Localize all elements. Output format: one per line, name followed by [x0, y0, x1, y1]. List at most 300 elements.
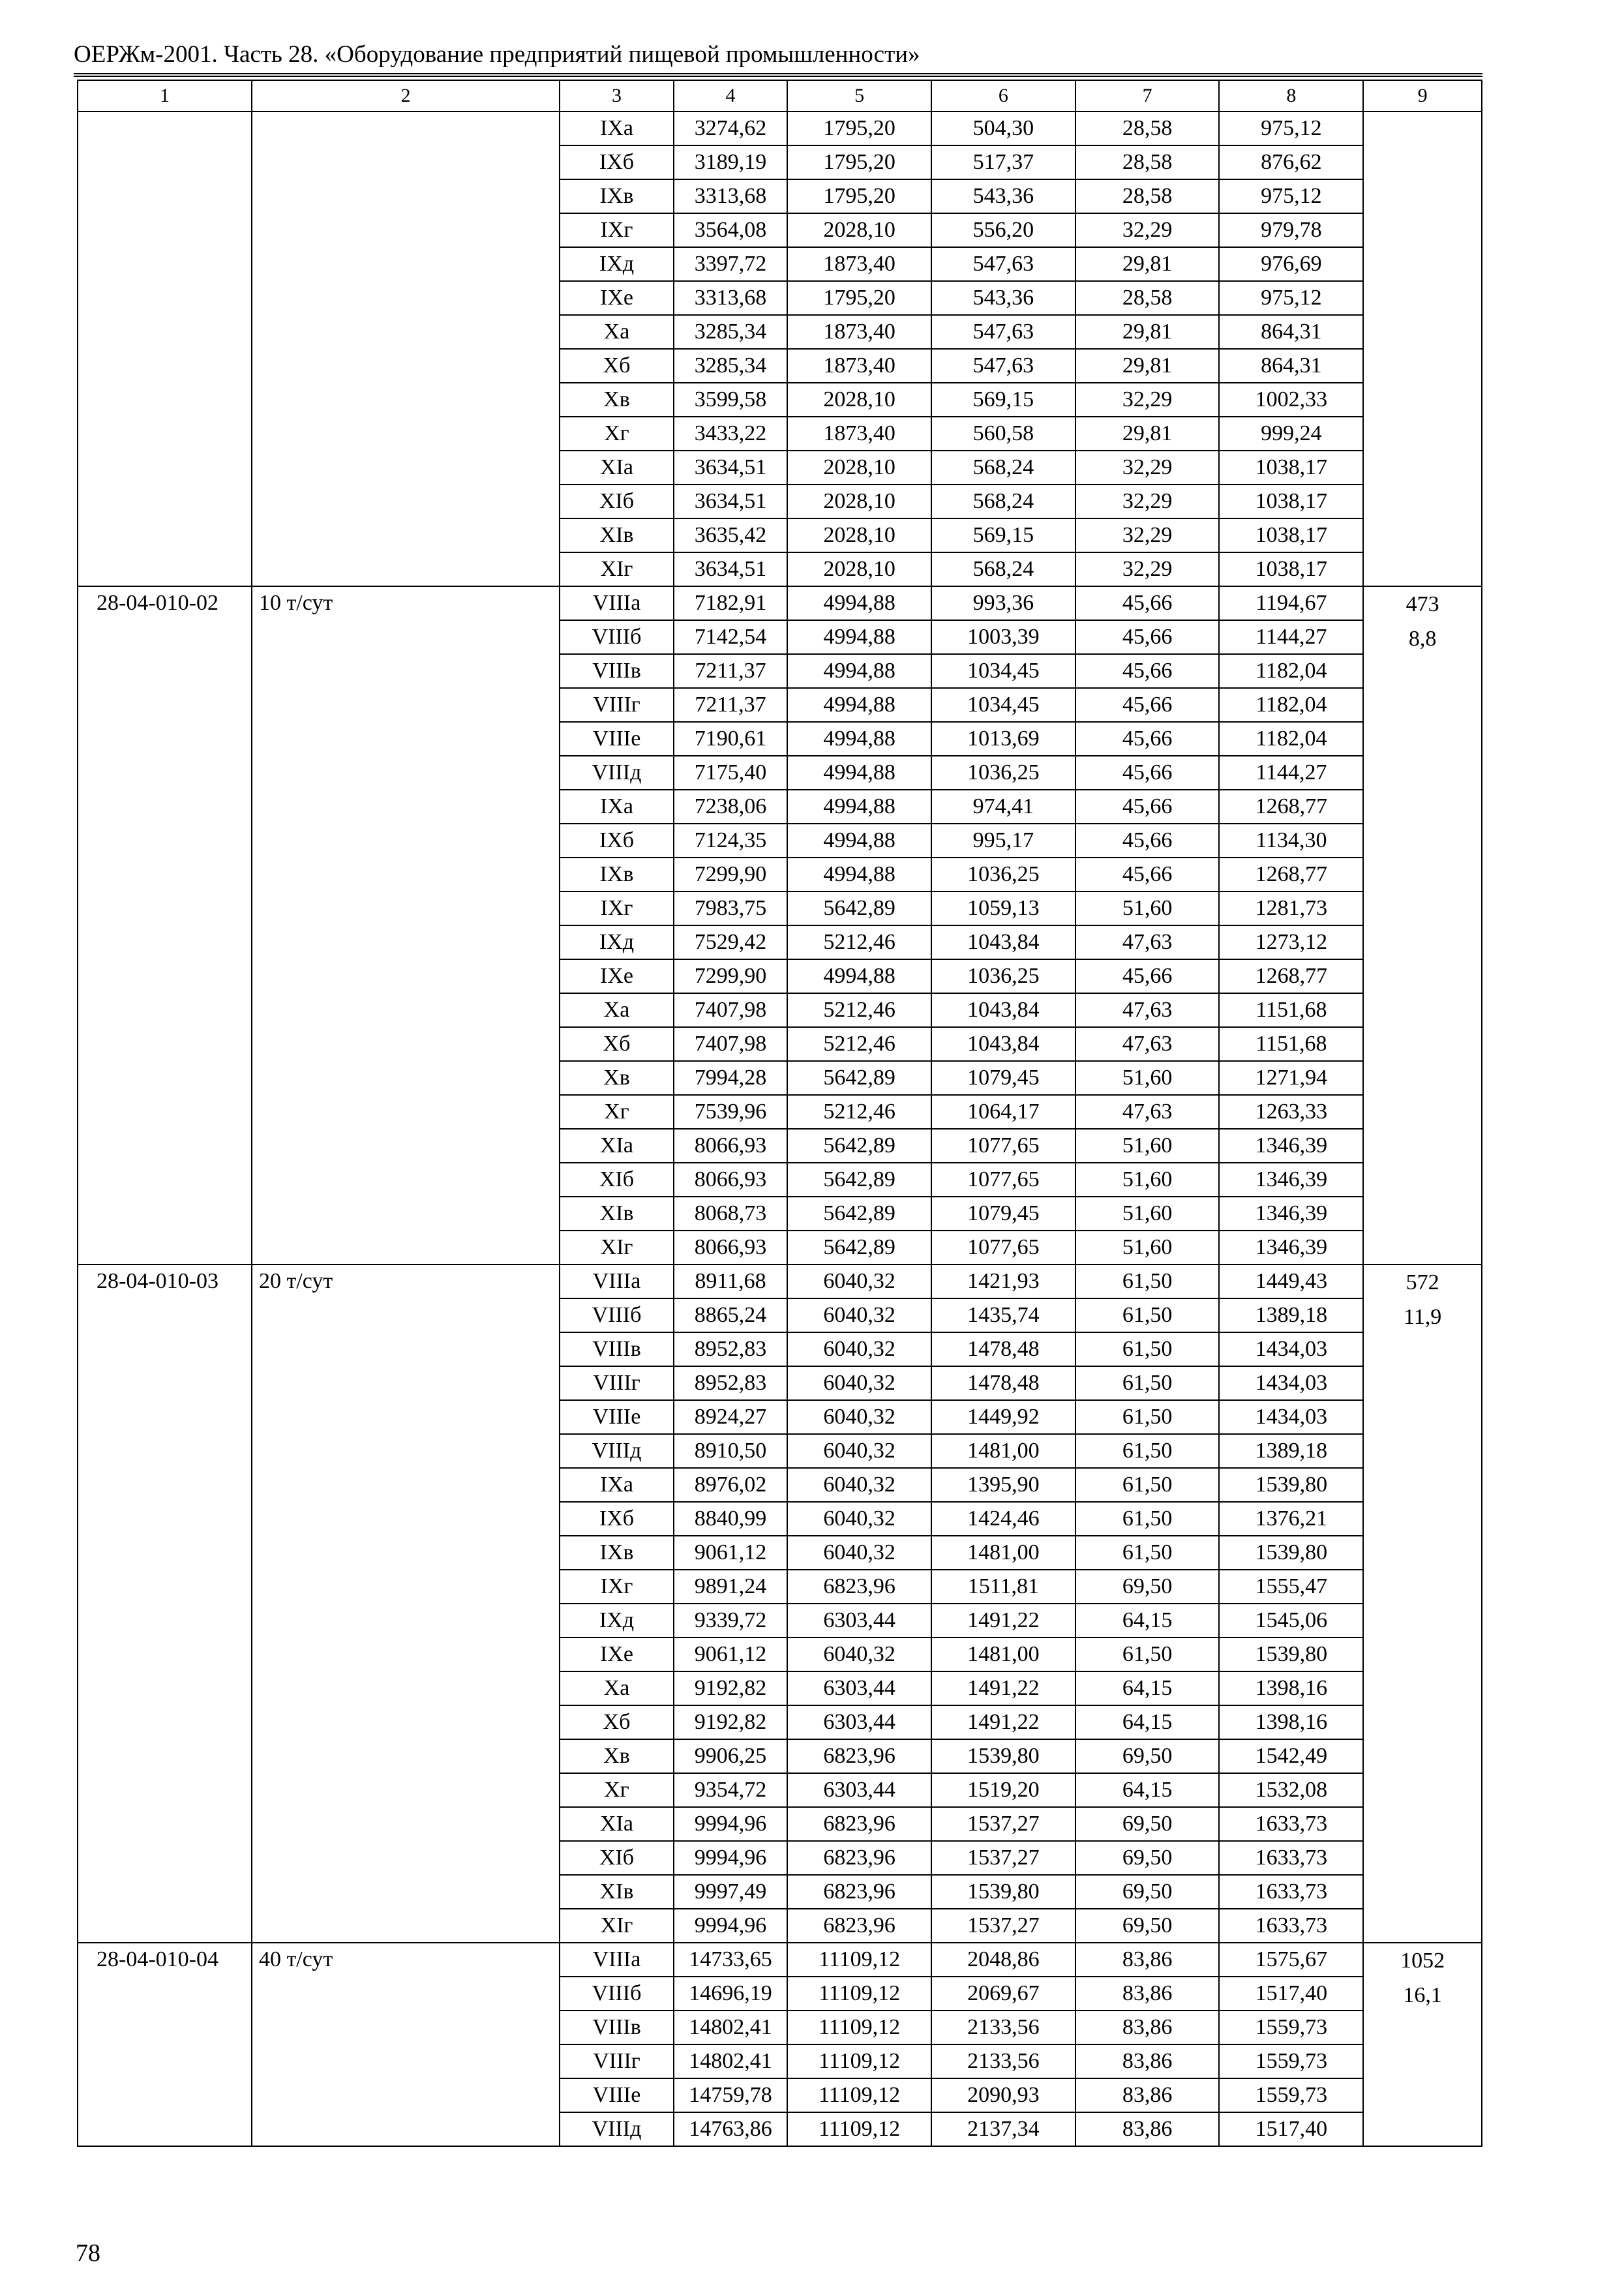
zone-cell: VIIIа — [560, 1943, 674, 1977]
total-cost-cell: 3635,42 — [674, 518, 788, 552]
materials-cell: 876,62 — [1219, 145, 1363, 179]
total-cost-cell: 3634,51 — [674, 451, 788, 485]
zone-cell: IXе — [560, 281, 674, 315]
machinist-wage-cell: 61,50 — [1075, 1400, 1220, 1434]
wage-cell: 5212,46 — [787, 1027, 931, 1061]
materials-cell: 979,78 — [1219, 213, 1363, 247]
wage-cell: 6303,44 — [787, 1705, 931, 1739]
total-cost-cell: 3634,51 — [674, 485, 788, 518]
materials-cell: 1449,43 — [1219, 1264, 1363, 1298]
zone-cell: XIв — [560, 518, 674, 552]
machine-cost-cell: 1064,17 — [931, 1095, 1075, 1129]
machine-cost-cell: 568,24 — [931, 451, 1075, 485]
total-cost-cell: 8865,24 — [674, 1298, 788, 1332]
zone-cell: Xа — [560, 993, 674, 1027]
machine-cost-cell: 1424,46 — [931, 1502, 1075, 1536]
materials-cell: 1434,03 — [1219, 1366, 1363, 1400]
total-cost-cell: 8976,02 — [674, 1468, 788, 1502]
zone-cell: IXв — [560, 1536, 674, 1570]
column-number: 9 — [1363, 80, 1482, 112]
wage-cell: 6823,96 — [787, 1807, 931, 1841]
materials-cell: 1346,39 — [1219, 1231, 1363, 1264]
machinist-wage-cell: 61,50 — [1075, 1332, 1220, 1366]
zone-cell: Xв — [560, 383, 674, 417]
machinist-hours-value: 16,1 — [1403, 1983, 1442, 2007]
machine-cost-cell: 1077,65 — [931, 1163, 1075, 1197]
materials-cell: 975,12 — [1219, 112, 1363, 145]
total-cost-cell: 7539,96 — [674, 1095, 788, 1129]
column-number: 5 — [787, 80, 931, 112]
wage-cell: 2028,10 — [787, 485, 931, 518]
materials-cell: 975,12 — [1219, 179, 1363, 213]
machine-cost-cell: 1511,81 — [931, 1570, 1075, 1604]
materials-cell: 1281,73 — [1219, 891, 1363, 925]
wage-cell: 2028,10 — [787, 383, 931, 417]
wage-cell: 6823,96 — [787, 1841, 931, 1875]
machinist-wage-cell: 45,66 — [1075, 620, 1220, 654]
machine-cost-cell: 974,41 — [931, 790, 1075, 824]
materials-cell: 1539,80 — [1219, 1468, 1363, 1502]
total-cost-cell: 7407,98 — [674, 993, 788, 1027]
total-cost-cell: 9061,12 — [674, 1638, 788, 1671]
materials-cell: 1398,16 — [1219, 1671, 1363, 1705]
total-cost-cell: 8910,50 — [674, 1434, 788, 1468]
total-cost-cell: 7211,37 — [674, 688, 788, 722]
machinist-wage-cell: 45,66 — [1075, 756, 1220, 790]
machinist-wage-cell: 45,66 — [1075, 959, 1220, 993]
machine-cost-cell: 1537,27 — [931, 1909, 1075, 1943]
machine-cost-cell: 569,15 — [931, 383, 1075, 417]
machine-cost-cell: 1491,22 — [931, 1671, 1075, 1705]
machine-cost-cell: 1481,00 — [931, 1434, 1075, 1468]
machine-cost-cell: 2048,86 — [931, 1943, 1075, 1977]
total-cost-cell: 7175,40 — [674, 756, 788, 790]
zone-cell: XIа — [560, 1807, 674, 1841]
zone-cell: IXв — [560, 179, 674, 213]
machinist-wage-cell: 61,50 — [1075, 1638, 1220, 1671]
total-cost-cell: 7124,35 — [674, 824, 788, 858]
total-cost-cell: 3634,51 — [674, 552, 788, 586]
materials-cell: 1434,03 — [1219, 1400, 1363, 1434]
machine-cost-cell: 1421,93 — [931, 1264, 1075, 1298]
machine-cost-cell: 568,24 — [931, 552, 1075, 586]
wage-cell: 6040,32 — [787, 1468, 931, 1502]
column-number: 3 — [560, 80, 674, 112]
total-cost-cell: 7299,90 — [674, 959, 788, 993]
machinist-wage-cell: 51,60 — [1075, 1061, 1220, 1095]
machine-cost-cell: 1491,22 — [931, 1705, 1075, 1739]
materials-cell: 1398,16 — [1219, 1705, 1363, 1739]
materials-cell: 1151,68 — [1219, 993, 1363, 1027]
machine-cost-cell: 1539,80 — [931, 1875, 1075, 1909]
wage-cell: 4994,88 — [787, 620, 931, 654]
machinist-wage-cell: 45,66 — [1075, 722, 1220, 756]
materials-cell: 1151,68 — [1219, 1027, 1363, 1061]
materials-cell: 1532,08 — [1219, 1773, 1363, 1807]
machine-cost-cell: 1478,48 — [931, 1366, 1075, 1400]
total-cost-cell: 3285,34 — [674, 349, 788, 383]
zone-cell: IXа — [560, 790, 674, 824]
table-row — [78, 1943, 1482, 1977]
machinist-wage-cell: 28,58 — [1075, 281, 1220, 315]
materials-cell: 1575,67 — [1219, 1943, 1363, 1977]
machine-cost-cell: 1481,00 — [931, 1536, 1075, 1570]
machine-cost-cell: 1449,92 — [931, 1400, 1075, 1434]
machinist-wage-cell: 69,50 — [1075, 1807, 1220, 1841]
machinist-wage-cell: 45,66 — [1075, 586, 1220, 620]
total-cost-cell: 3285,34 — [674, 315, 788, 349]
total-cost-cell: 8066,93 — [674, 1129, 788, 1163]
machinist-wage-cell: 32,29 — [1075, 383, 1220, 417]
machinist-wage-cell: 29,81 — [1075, 349, 1220, 383]
machinist-wage-cell: 45,66 — [1075, 858, 1220, 891]
materials-cell: 1559,73 — [1219, 2078, 1363, 2112]
total-cost-cell: 8924,27 — [674, 1400, 788, 1434]
machine-cost-cell: 543,36 — [931, 281, 1075, 315]
machinist-wage-cell: 61,50 — [1075, 1468, 1220, 1502]
materials-cell: 1038,17 — [1219, 451, 1363, 485]
materials-cell: 1144,27 — [1219, 756, 1363, 790]
labor-cost-cell — [1363, 1943, 1482, 2146]
materials-cell: 1517,40 — [1219, 2112, 1363, 2146]
materials-cell: 1389,18 — [1219, 1298, 1363, 1332]
machine-cost-cell: 1036,25 — [931, 756, 1075, 790]
zone-cell: VIIIа — [560, 586, 674, 620]
wage-cell: 1873,40 — [787, 349, 931, 383]
item-name — [252, 112, 560, 586]
machinist-wage-cell: 83,86 — [1075, 1943, 1220, 1977]
zone-cell: VIIIв — [560, 654, 674, 688]
wage-cell: 4994,88 — [787, 688, 931, 722]
column-number: 1 — [78, 80, 252, 112]
total-cost-cell: 7142,54 — [674, 620, 788, 654]
wage-cell: 11109,12 — [787, 2011, 931, 2044]
total-cost-cell: 9994,96 — [674, 1807, 788, 1841]
wage-cell: 6823,96 — [787, 1570, 931, 1604]
machine-cost-cell: 1395,90 — [931, 1468, 1075, 1502]
materials-cell: 1559,73 — [1219, 2011, 1363, 2044]
zone-cell: VIIIг — [560, 1366, 674, 1400]
wage-cell: 11109,12 — [787, 1977, 931, 2011]
wage-cell: 11109,12 — [787, 2044, 931, 2078]
machinist-wage-cell: 32,29 — [1075, 213, 1220, 247]
materials-cell: 1633,73 — [1219, 1909, 1363, 1943]
wage-cell: 1795,20 — [787, 179, 931, 213]
labor-hours-value: 1052 — [1400, 1949, 1445, 1973]
zone-cell: IXб — [560, 1502, 674, 1536]
materials-cell: 1182,04 — [1219, 654, 1363, 688]
wage-cell: 6040,32 — [787, 1298, 931, 1332]
machinist-wage-cell: 47,63 — [1075, 1027, 1220, 1061]
zone-cell: Xг — [560, 417, 674, 451]
wage-cell: 6040,32 — [787, 1264, 931, 1298]
total-cost-cell: 7190,61 — [674, 722, 788, 756]
wage-cell: 4994,88 — [787, 654, 931, 688]
wage-cell: 6303,44 — [787, 1773, 931, 1807]
machine-cost-cell: 1036,25 — [931, 959, 1075, 993]
total-cost-cell: 14696,19 — [674, 1977, 788, 2011]
wage-cell: 5212,46 — [787, 925, 931, 959]
materials-cell: 1194,67 — [1219, 586, 1363, 620]
labor-hours-value: 473 — [1406, 592, 1439, 616]
total-cost-cell: 9192,82 — [674, 1671, 788, 1705]
machinist-wage-cell: 61,50 — [1075, 1536, 1220, 1570]
machine-cost-cell: 2133,56 — [931, 2044, 1075, 2078]
machine-cost-cell: 556,20 — [931, 213, 1075, 247]
materials-cell: 1539,80 — [1219, 1638, 1363, 1671]
machine-cost-cell: 547,63 — [931, 247, 1075, 281]
wage-cell: 1873,40 — [787, 315, 931, 349]
machinist-wage-cell: 45,66 — [1075, 688, 1220, 722]
zone-cell: IXг — [560, 213, 674, 247]
total-cost-cell: 8066,93 — [674, 1231, 788, 1264]
materials-cell: 1559,73 — [1219, 2044, 1363, 2078]
wage-cell: 6040,32 — [787, 1434, 931, 1468]
machine-cost-cell: 1519,20 — [931, 1773, 1075, 1807]
wage-cell: 1795,20 — [787, 281, 931, 315]
total-cost-cell: 3433,22 — [674, 417, 788, 451]
machinist-wage-cell: 64,15 — [1075, 1773, 1220, 1807]
total-cost-cell: 7299,90 — [674, 858, 788, 891]
item-code — [78, 112, 252, 586]
wage-cell: 4994,88 — [787, 858, 931, 891]
machinist-wage-cell: 29,81 — [1075, 315, 1220, 349]
zone-cell: VIIIд — [560, 1434, 674, 1468]
total-cost-cell: 9994,96 — [674, 1841, 788, 1875]
materials-cell: 864,31 — [1219, 315, 1363, 349]
total-cost-cell: 3397,72 — [674, 247, 788, 281]
zone-cell: XIа — [560, 451, 674, 485]
materials-cell: 1633,73 — [1219, 1875, 1363, 1909]
materials-cell: 1555,47 — [1219, 1570, 1363, 1604]
machinist-wage-cell: 32,29 — [1075, 518, 1220, 552]
page-number: 78 — [76, 2239, 100, 2267]
machinist-wage-cell: 29,81 — [1075, 247, 1220, 281]
total-cost-cell: 8840,99 — [674, 1502, 788, 1536]
machine-cost-cell: 1077,65 — [931, 1129, 1075, 1163]
machine-cost-cell: 504,30 — [931, 112, 1075, 145]
zone-cell: VIIIв — [560, 2011, 674, 2044]
wage-cell: 6040,32 — [787, 1638, 931, 1671]
total-cost-cell: 3274,62 — [674, 112, 788, 145]
machine-cost-cell: 569,15 — [931, 518, 1075, 552]
wage-cell: 4994,88 — [787, 756, 931, 790]
zone-cell: VIIIд — [560, 2112, 674, 2146]
machinist-wage-cell: 28,58 — [1075, 179, 1220, 213]
machine-cost-cell: 2069,67 — [931, 1977, 1075, 2011]
wage-cell: 6823,96 — [787, 1875, 931, 1909]
zone-cell: VIIIд — [560, 756, 674, 790]
table-row — [78, 1264, 1482, 1298]
wage-cell: 6823,96 — [787, 1739, 931, 1773]
zone-cell: Xа — [560, 1671, 674, 1705]
machinist-wage-cell: 45,66 — [1075, 824, 1220, 858]
zone-cell: IXе — [560, 1638, 674, 1671]
materials-cell: 975,12 — [1219, 281, 1363, 315]
rates-table-body — [78, 80, 1482, 2146]
machinist-hours-value: 8,8 — [1408, 627, 1437, 651]
materials-cell: 1038,17 — [1219, 552, 1363, 586]
machinist-wage-cell: 28,58 — [1075, 145, 1220, 179]
machine-cost-cell: 1539,80 — [931, 1739, 1075, 1773]
machine-cost-cell: 1043,84 — [931, 1027, 1075, 1061]
machine-cost-cell: 1537,27 — [931, 1807, 1075, 1841]
column-number: 4 — [674, 80, 788, 112]
zone-cell: IXг — [560, 891, 674, 925]
machine-cost-cell: 517,37 — [931, 145, 1075, 179]
machinist-wage-cell: 61,50 — [1075, 1502, 1220, 1536]
wage-cell: 5642,89 — [787, 1197, 931, 1231]
machinist-wage-cell: 51,60 — [1075, 1163, 1220, 1197]
zone-cell: Xа — [560, 315, 674, 349]
materials-cell: 1263,33 — [1219, 1095, 1363, 1129]
machinist-wage-cell: 51,60 — [1075, 1129, 1220, 1163]
total-cost-cell: 8952,83 — [674, 1332, 788, 1366]
wage-cell: 5212,46 — [787, 993, 931, 1027]
item-code: 28-04-010-02 — [78, 586, 252, 1264]
item-name: 10 т/сут — [252, 586, 560, 1264]
machine-cost-cell: 547,63 — [931, 349, 1075, 383]
machine-cost-cell: 1043,84 — [931, 993, 1075, 1027]
zone-cell: VIIIб — [560, 620, 674, 654]
materials-cell: 1038,17 — [1219, 485, 1363, 518]
zone-cell: XIб — [560, 1163, 674, 1197]
total-cost-cell: 14763,86 — [674, 2112, 788, 2146]
machinist-wage-cell: 45,66 — [1075, 654, 1220, 688]
materials-cell: 1346,39 — [1219, 1197, 1363, 1231]
materials-cell: 1268,77 — [1219, 959, 1363, 993]
machinist-wage-cell: 83,86 — [1075, 2011, 1220, 2044]
machinist-wage-cell: 83,86 — [1075, 2112, 1220, 2146]
zone-cell: Xб — [560, 349, 674, 383]
zone-cell: XIг — [560, 1231, 674, 1264]
total-cost-cell: 9891,24 — [674, 1570, 788, 1604]
wage-cell: 2028,10 — [787, 518, 931, 552]
wage-cell: 6823,96 — [787, 1909, 931, 1943]
total-cost-cell: 3599,58 — [674, 383, 788, 417]
total-cost-cell: 9906,25 — [674, 1739, 788, 1773]
labor-hours-value: 572 — [1406, 1270, 1439, 1294]
materials-cell: 1273,12 — [1219, 925, 1363, 959]
zone-cell: IXд — [560, 247, 674, 281]
total-cost-cell: 7211,37 — [674, 654, 788, 688]
zone-cell: Xв — [560, 1061, 674, 1095]
item-name: 40 т/сут — [252, 1943, 560, 2146]
labor-cost-cell — [1363, 1264, 1482, 1943]
materials-cell: 1389,18 — [1219, 1434, 1363, 1468]
materials-cell: 1038,17 — [1219, 518, 1363, 552]
machinist-wage-cell: 61,50 — [1075, 1298, 1220, 1332]
materials-cell: 1182,04 — [1219, 722, 1363, 756]
materials-cell: 1268,77 — [1219, 790, 1363, 824]
total-cost-cell: 3564,08 — [674, 213, 788, 247]
machinist-wage-cell: 69,50 — [1075, 1841, 1220, 1875]
zone-cell: IXд — [560, 925, 674, 959]
machine-cost-cell: 1034,45 — [931, 688, 1075, 722]
total-cost-cell: 14733,65 — [674, 1943, 788, 1977]
machine-cost-cell: 1013,69 — [931, 722, 1075, 756]
zone-cell: XIв — [560, 1197, 674, 1231]
wage-cell: 5642,89 — [787, 1231, 931, 1264]
wage-cell: 6040,32 — [787, 1332, 931, 1366]
total-cost-cell: 8068,73 — [674, 1197, 788, 1231]
wage-cell: 1873,40 — [787, 417, 931, 451]
item-code: 28-04-010-03 — [78, 1264, 252, 1943]
zone-cell: XIв — [560, 1875, 674, 1909]
total-cost-cell: 9997,49 — [674, 1875, 788, 1909]
column-number: 8 — [1219, 80, 1363, 112]
machinist-wage-cell: 69,50 — [1075, 1909, 1220, 1943]
total-cost-cell: 3313,68 — [674, 179, 788, 213]
rates-table — [77, 80, 1482, 2147]
wage-cell: 5212,46 — [787, 1095, 931, 1129]
materials-cell: 999,24 — [1219, 417, 1363, 451]
total-cost-cell: 8066,93 — [674, 1163, 788, 1197]
materials-cell: 1002,33 — [1219, 383, 1363, 417]
machine-cost-cell: 1478,48 — [931, 1332, 1075, 1366]
total-cost-cell: 14759,78 — [674, 2078, 788, 2112]
column-number-row — [78, 80, 1482, 112]
machine-cost-cell: 2133,56 — [931, 2011, 1075, 2044]
wage-cell: 4994,88 — [787, 722, 931, 756]
machinist-wage-cell: 64,15 — [1075, 1705, 1220, 1739]
machinist-wage-cell: 47,63 — [1075, 925, 1220, 959]
zone-cell: VIIIе — [560, 2078, 674, 2112]
total-cost-cell: 9061,12 — [674, 1536, 788, 1570]
zone-cell: IXв — [560, 858, 674, 891]
zone-cell: Xб — [560, 1705, 674, 1739]
zone-cell: VIIIг — [560, 2044, 674, 2078]
zone-cell: IXд — [560, 1604, 674, 1638]
zone-cell: VIIIг — [560, 688, 674, 722]
labor-cost-cell — [1363, 586, 1482, 1264]
total-cost-cell: 14802,41 — [674, 2011, 788, 2044]
wage-cell: 6040,32 — [787, 1502, 931, 1536]
wage-cell: 5642,89 — [787, 1163, 931, 1197]
machinist-wage-cell: 28,58 — [1075, 112, 1220, 145]
materials-cell: 976,69 — [1219, 247, 1363, 281]
zone-cell: IXб — [560, 145, 674, 179]
machinist-hours-value: 11,9 — [1403, 1305, 1442, 1329]
machine-cost-cell: 1079,45 — [931, 1061, 1075, 1095]
zone-cell: XIг — [560, 552, 674, 586]
total-cost-cell: 7983,75 — [674, 891, 788, 925]
machine-cost-cell: 1059,13 — [931, 891, 1075, 925]
machine-cost-cell: 993,36 — [931, 586, 1075, 620]
materials-cell: 1539,80 — [1219, 1536, 1363, 1570]
materials-cell: 1633,73 — [1219, 1841, 1363, 1875]
machinist-wage-cell: 47,63 — [1075, 1095, 1220, 1129]
zone-cell: XIа — [560, 1129, 674, 1163]
wage-cell: 6040,32 — [787, 1400, 931, 1434]
machinist-wage-cell: 61,50 — [1075, 1366, 1220, 1400]
materials-cell: 1144,27 — [1219, 620, 1363, 654]
zone-cell: XIб — [560, 485, 674, 518]
zone-cell: IXб — [560, 824, 674, 858]
materials-cell: 1633,73 — [1219, 1807, 1363, 1841]
machine-cost-cell: 1003,39 — [931, 620, 1075, 654]
machine-cost-cell: 1034,45 — [931, 654, 1075, 688]
machinist-wage-cell: 83,86 — [1075, 2044, 1220, 2078]
materials-cell: 1545,06 — [1219, 1604, 1363, 1638]
zone-cell: IXг — [560, 1570, 674, 1604]
machinist-wage-cell: 29,81 — [1075, 417, 1220, 451]
total-cost-cell: 7238,06 — [674, 790, 788, 824]
materials-cell: 1182,04 — [1219, 688, 1363, 722]
wage-cell: 4994,88 — [787, 824, 931, 858]
column-number: 7 — [1075, 80, 1220, 112]
zone-cell: VIIIв — [560, 1332, 674, 1366]
